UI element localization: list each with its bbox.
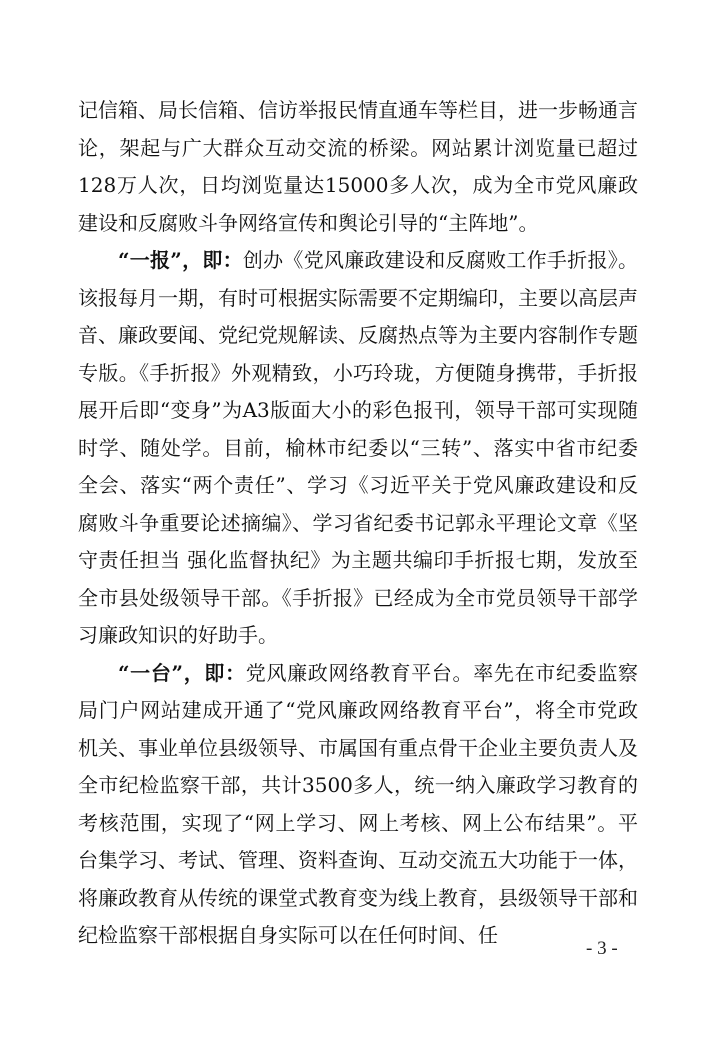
paragraph-yibao-text: 创办《党风廉政建设和反腐败工作手折报》。该报每月一期，有时可根据实际需要不定期编印，主要以高层声音、廉政要闻、党纪党规解读、反腐热点等为主要内容制作专题专版。《手折报》外观精致，小巧玲珑，方便随身携带，手折报展开后即“变身”为A3版面大小的彩色报刊，领导干部可实现随时学、随处学。目前，榆林市纪委以“三转”、落实中省市纪委全会、落实“两个责任”、学习《习近平关于党风廉政建设和反腐败斗争重要论述摘编》、学习省纪委书记郭永平理论文章《坚守责任担当 强化监督执纪》为主题共编印手折报七期，发放至全市县处级领导干部。《手折报》已经成为全市党员领导干部学习廉政知识的好助手。 — [78, 248, 638, 647]
document-body — [78, 92, 638, 955]
paragraph-website — [78, 92, 638, 242]
paragraph-yitai-lead: “一台”，即： — [118, 660, 246, 685]
page-number: - 3 - — [586, 938, 618, 959]
paragraph-yitai — [78, 655, 638, 955]
paragraph-yitai-text: 党风廉政网络教育平台。率先在市纪委监察局门户网站建成开通了“党风廉政网络教育平台”，将全市党政机关、事业单位县级领导、市属国有重点骨干企业主要负责人及全市纪检监察干部，共计3500多人，统一纳入廉政学习教育的考核范围，实现了“网上学习、网上考核、网上公布结果”。平台集学习、考试、管理、资料查询、互动交流五大功能于一体，将廉政教育从传统的课堂式教育变为线上教育，县级领导干部和纪检监察干部根据自身实际可以在任何时间、任 — [78, 660, 638, 947]
paragraph-website-text: 记信箱、局长信箱、信访举报民情直通车等栏目，进一步畅通言论，架起与广大群众互动交流的桥梁。网站累计浏览量已超过128万人次，日均浏览量达15000多人次，成为全市党风廉政建设和反腐败斗争网络宣传和舆论引导的“主阵地”。 — [78, 98, 638, 235]
paragraph-yibao-lead: “一报”，即： — [118, 248, 243, 272]
paragraph-yibao — [78, 242, 638, 655]
